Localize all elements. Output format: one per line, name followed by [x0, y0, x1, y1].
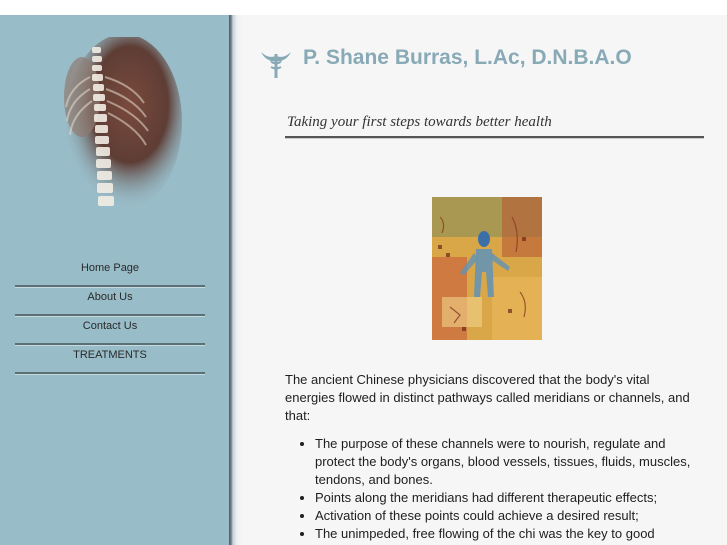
- list-item: • Points along the meridians had different therapeutic effects;: [315, 489, 697, 507]
- list-item: • The unimpeded, free flowing of the chi was the key to good: [315, 525, 697, 543]
- tagline: Taking your first steps towards better health: [287, 114, 552, 130]
- meridian-list: [285, 435, 697, 543]
- list-item: • Activation of these points could achieve a desired result;: [315, 507, 697, 525]
- intro-paragraph: The ancient Chinese physicians discovered that the body's vital energies flowed in distinct pathways called meridians or channels, and that:: [285, 372, 690, 423]
- main-nav: [15, 258, 205, 374]
- nav-home-link[interactable]: Home Page: [15, 258, 205, 287]
- article-body: [285, 371, 697, 543]
- sidebar: [0, 15, 229, 545]
- chinese-medicine-painting: [432, 197, 542, 340]
- nav-treatments-link[interactable]: TREATMENTS: [15, 345, 205, 374]
- sidebar-divider: [229, 15, 243, 545]
- site-title: P. Shane Burras, L.Ac, D.N.B.A.O: [303, 46, 632, 69]
- nav-about-link[interactable]: About Us: [15, 287, 205, 316]
- caduceus-icon: [259, 46, 293, 80]
- nav-contact-link[interactable]: Contact Us: [15, 316, 205, 345]
- list-item: • The purpose of these channels were to nourish, regulate and protect the body's organs, blood vessels, tissues, fluids, muscles, tendons, and bones.: [315, 435, 697, 489]
- tagline-divider: [285, 136, 704, 138]
- spine-xray-image: [52, 37, 182, 227]
- top-strip: [0, 0, 727, 15]
